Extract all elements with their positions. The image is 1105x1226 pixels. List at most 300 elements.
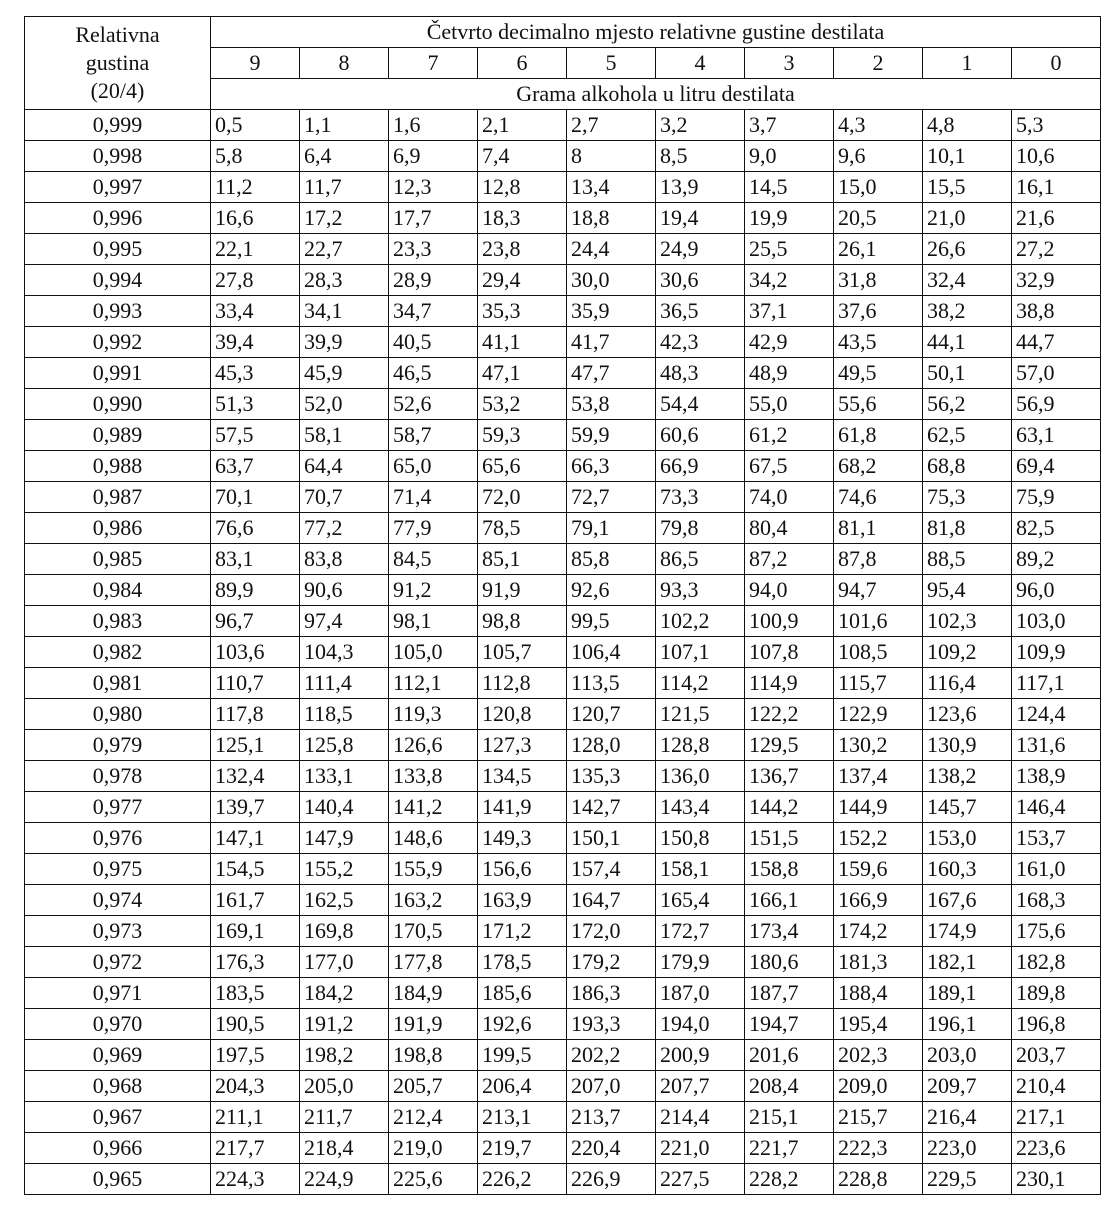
value-cell: 1,6 (389, 110, 478, 141)
value-cell: 56,9 (1012, 389, 1101, 420)
value-cell: 209,7 (923, 1071, 1012, 1102)
value-cell: 7,4 (478, 141, 567, 172)
digit-header: 0 (1012, 48, 1101, 79)
value-cell: 180,6 (745, 947, 834, 978)
value-cell: 32,4 (923, 265, 1012, 296)
value-cell: 3,7 (745, 110, 834, 141)
value-cell: 114,9 (745, 668, 834, 699)
value-cell: 11,2 (211, 172, 300, 203)
value-cell: 42,9 (745, 327, 834, 358)
value-cell: 182,1 (923, 947, 1012, 978)
value-cell: 157,4 (567, 854, 656, 885)
value-cell: 198,8 (389, 1040, 478, 1071)
value-cell: 38,2 (923, 296, 1012, 327)
value-cell: 30,0 (567, 265, 656, 296)
density-cell: 0,977 (25, 792, 211, 823)
value-cell: 189,8 (1012, 978, 1101, 1009)
value-cell: 217,7 (211, 1133, 300, 1164)
value-cell: 124,4 (1012, 699, 1101, 730)
value-cell: 66,3 (567, 451, 656, 482)
table-row (25, 327, 1101, 358)
value-cell: 213,1 (478, 1102, 567, 1133)
digit-header: 8 (300, 48, 389, 79)
value-cell: 73,3 (656, 482, 745, 513)
value-cell: 174,9 (923, 916, 1012, 947)
value-cell: 127,3 (478, 730, 567, 761)
table-row (25, 234, 1101, 265)
value-cell: 109,2 (923, 637, 1012, 668)
value-cell: 196,8 (1012, 1009, 1101, 1040)
value-cell: 204,3 (211, 1071, 300, 1102)
density-cell: 0,971 (25, 978, 211, 1009)
value-cell: 142,7 (567, 792, 656, 823)
value-cell: 8,5 (656, 141, 745, 172)
table-row (25, 1133, 1101, 1164)
value-cell: 131,6 (1012, 730, 1101, 761)
value-cell: 205,7 (389, 1071, 478, 1102)
density-header-line: Relativna (75, 22, 160, 47)
value-cell: 179,2 (567, 947, 656, 978)
table-row (25, 978, 1101, 1009)
value-cell: 114,2 (656, 668, 745, 699)
value-cell: 121,5 (656, 699, 745, 730)
value-cell: 42,3 (656, 327, 745, 358)
value-cell: 60,6 (656, 420, 745, 451)
value-cell: 138,9 (1012, 761, 1101, 792)
value-cell: 52,0 (300, 389, 389, 420)
density-cell: 0,982 (25, 637, 211, 668)
value-cell: 213,7 (567, 1102, 656, 1133)
value-cell: 23,8 (478, 234, 567, 265)
density-cell: 0,991 (25, 358, 211, 389)
value-cell: 53,2 (478, 389, 567, 420)
value-cell: 26,1 (834, 234, 923, 265)
value-cell: 224,9 (300, 1164, 389, 1195)
value-cell: 188,4 (834, 978, 923, 1009)
value-cell: 55,0 (745, 389, 834, 420)
value-cell: 126,6 (389, 730, 478, 761)
value-cell: 147,1 (211, 823, 300, 854)
value-cell: 16,6 (211, 203, 300, 234)
value-cell: 146,4 (1012, 792, 1101, 823)
value-cell: 17,2 (300, 203, 389, 234)
density-cell: 0,989 (25, 420, 211, 451)
table-row (25, 916, 1101, 947)
value-cell: 55,6 (834, 389, 923, 420)
value-cell: 63,7 (211, 451, 300, 482)
value-cell: 101,6 (834, 606, 923, 637)
value-cell: 216,4 (923, 1102, 1012, 1133)
value-cell: 53,8 (567, 389, 656, 420)
value-cell: 161,7 (211, 885, 300, 916)
value-cell: 151,5 (745, 823, 834, 854)
value-cell: 207,7 (656, 1071, 745, 1102)
table-row (25, 513, 1101, 544)
value-cell: 32,9 (1012, 265, 1101, 296)
value-cell: 81,1 (834, 513, 923, 544)
value-cell: 37,1 (745, 296, 834, 327)
value-cell: 128,0 (567, 730, 656, 761)
digit-header: 4 (656, 48, 745, 79)
table-row (25, 1040, 1101, 1071)
value-cell: 26,6 (923, 234, 1012, 265)
density-cell: 0,992 (25, 327, 211, 358)
value-cell: 228,2 (745, 1164, 834, 1195)
density-cell: 0,995 (25, 234, 211, 265)
density-cell: 0,979 (25, 730, 211, 761)
value-cell: 58,7 (389, 420, 478, 451)
value-cell: 19,9 (745, 203, 834, 234)
value-cell: 182,8 (1012, 947, 1101, 978)
value-cell: 102,3 (923, 606, 1012, 637)
value-cell: 129,5 (745, 730, 834, 761)
value-cell: 165,4 (656, 885, 745, 916)
value-cell: 158,8 (745, 854, 834, 885)
table-row (25, 637, 1101, 668)
table-row (25, 730, 1101, 761)
value-cell: 122,2 (745, 699, 834, 730)
value-cell: 92,6 (567, 575, 656, 606)
value-cell: 105,0 (389, 637, 478, 668)
value-cell: 10,6 (1012, 141, 1101, 172)
value-cell: 109,9 (1012, 637, 1101, 668)
value-cell: 117,1 (1012, 668, 1101, 699)
value-cell: 163,2 (389, 885, 478, 916)
value-cell: 120,7 (567, 699, 656, 730)
unit-header: Grama alkohola u litru destilata (211, 79, 1101, 110)
value-cell: 197,5 (211, 1040, 300, 1071)
table-body (25, 110, 1101, 1195)
value-cell: 192,6 (478, 1009, 567, 1040)
value-cell: 203,0 (923, 1040, 1012, 1071)
value-cell: 9,6 (834, 141, 923, 172)
value-cell: 96,7 (211, 606, 300, 637)
value-cell: 81,8 (923, 513, 1012, 544)
table-row (25, 482, 1101, 513)
value-cell: 87,2 (745, 544, 834, 575)
value-cell: 36,5 (656, 296, 745, 327)
value-cell: 226,2 (478, 1164, 567, 1195)
value-cell: 25,5 (745, 234, 834, 265)
digit-header: 9 (211, 48, 300, 79)
value-cell: 5,8 (211, 141, 300, 172)
value-cell: 24,4 (567, 234, 656, 265)
value-cell: 4,3 (834, 110, 923, 141)
table-row (25, 699, 1101, 730)
value-cell: 76,6 (211, 513, 300, 544)
density-cell: 0,978 (25, 761, 211, 792)
value-cell: 160,3 (923, 854, 1012, 885)
density-cell: 0,993 (25, 296, 211, 327)
value-cell: 24,9 (656, 234, 745, 265)
value-cell: 71,4 (389, 482, 478, 513)
value-cell: 199,5 (478, 1040, 567, 1071)
value-cell: 150,8 (656, 823, 745, 854)
value-cell: 83,8 (300, 544, 389, 575)
value-cell: 153,0 (923, 823, 1012, 854)
value-cell: 118,5 (300, 699, 389, 730)
value-cell: 106,4 (567, 637, 656, 668)
value-cell: 87,8 (834, 544, 923, 575)
value-cell: 89,2 (1012, 544, 1101, 575)
value-cell: 1,1 (300, 110, 389, 141)
density-cell: 0,996 (25, 203, 211, 234)
value-cell: 30,6 (656, 265, 745, 296)
digit-header: 1 (923, 48, 1012, 79)
value-cell: 39,4 (211, 327, 300, 358)
value-cell: 15,5 (923, 172, 1012, 203)
value-cell: 62,5 (923, 420, 1012, 451)
value-cell: 49,5 (834, 358, 923, 389)
value-cell: 27,2 (1012, 234, 1101, 265)
value-cell: 45,9 (300, 358, 389, 389)
value-cell: 135,3 (567, 761, 656, 792)
value-cell: 120,8 (478, 699, 567, 730)
density-cell: 0,976 (25, 823, 211, 854)
value-cell: 86,5 (656, 544, 745, 575)
value-cell: 89,9 (211, 575, 300, 606)
digit-header: 5 (567, 48, 656, 79)
value-cell: 47,7 (567, 358, 656, 389)
value-cell: 50,1 (923, 358, 1012, 389)
value-cell: 99,5 (567, 606, 656, 637)
density-cell: 0,970 (25, 1009, 211, 1040)
value-cell: 228,8 (834, 1164, 923, 1195)
density-cell: 0,988 (25, 451, 211, 482)
value-cell: 10,1 (923, 141, 1012, 172)
table-row (25, 172, 1101, 203)
value-cell: 144,9 (834, 792, 923, 823)
value-cell: 57,5 (211, 420, 300, 451)
value-cell: 194,0 (656, 1009, 745, 1040)
value-cell: 166,1 (745, 885, 834, 916)
value-cell: 16,1 (1012, 172, 1101, 203)
table-row (25, 265, 1101, 296)
value-cell: 5,3 (1012, 110, 1101, 141)
value-cell: 11,7 (300, 172, 389, 203)
value-cell: 91,9 (478, 575, 567, 606)
digit-header: 7 (389, 48, 478, 79)
density-cell: 0,985 (25, 544, 211, 575)
density-cell: 0,983 (25, 606, 211, 637)
value-cell: 119,3 (389, 699, 478, 730)
value-cell: 189,1 (923, 978, 1012, 1009)
value-cell: 202,3 (834, 1040, 923, 1071)
density-cell: 0,980 (25, 699, 211, 730)
value-cell: 177,8 (389, 947, 478, 978)
value-cell: 68,2 (834, 451, 923, 482)
value-cell: 22,7 (300, 234, 389, 265)
value-cell: 217,1 (1012, 1102, 1101, 1133)
value-cell: 144,2 (745, 792, 834, 823)
value-cell: 44,1 (923, 327, 1012, 358)
value-cell: 125,1 (211, 730, 300, 761)
value-cell: 37,6 (834, 296, 923, 327)
value-cell: 85,1 (478, 544, 567, 575)
value-cell: 40,5 (389, 327, 478, 358)
value-cell: 2,7 (567, 110, 656, 141)
value-cell: 23,3 (389, 234, 478, 265)
value-cell: 79,8 (656, 513, 745, 544)
density-cell: 0,965 (25, 1164, 211, 1195)
value-cell: 133,1 (300, 761, 389, 792)
value-cell: 162,5 (300, 885, 389, 916)
value-cell: 44,7 (1012, 327, 1101, 358)
value-cell: 72,0 (478, 482, 567, 513)
value-cell: 48,3 (656, 358, 745, 389)
value-cell: 156,6 (478, 854, 567, 885)
value-cell: 229,5 (923, 1164, 1012, 1195)
value-cell: 100,9 (745, 606, 834, 637)
value-cell: 70,1 (211, 482, 300, 513)
value-cell: 51,3 (211, 389, 300, 420)
value-cell: 117,8 (211, 699, 300, 730)
value-cell: 56,2 (923, 389, 1012, 420)
value-cell: 19,4 (656, 203, 745, 234)
density-cell: 0,974 (25, 885, 211, 916)
table-row (25, 668, 1101, 699)
density-cell: 0,966 (25, 1133, 211, 1164)
value-cell: 8 (567, 141, 656, 172)
table-row (25, 947, 1101, 978)
value-cell: 66,9 (656, 451, 745, 482)
value-cell: 140,4 (300, 792, 389, 823)
value-cell: 61,8 (834, 420, 923, 451)
value-cell: 134,5 (478, 761, 567, 792)
value-cell: 21,0 (923, 203, 1012, 234)
value-cell: 224,3 (211, 1164, 300, 1195)
value-cell: 107,8 (745, 637, 834, 668)
value-cell: 74,0 (745, 482, 834, 513)
value-cell: 98,1 (389, 606, 478, 637)
density-cell: 0,994 (25, 265, 211, 296)
value-cell: 84,5 (389, 544, 478, 575)
value-cell: 198,2 (300, 1040, 389, 1071)
value-cell: 211,1 (211, 1102, 300, 1133)
value-cell: 61,2 (745, 420, 834, 451)
value-cell: 174,2 (834, 916, 923, 947)
value-cell: 175,6 (1012, 916, 1101, 947)
alcohol-density-table (24, 16, 1101, 1195)
value-cell: 147,9 (300, 823, 389, 854)
value-cell: 130,2 (834, 730, 923, 761)
value-cell: 169,8 (300, 916, 389, 947)
value-cell: 172,0 (567, 916, 656, 947)
value-cell: 68,8 (923, 451, 1012, 482)
table-row (25, 389, 1101, 420)
value-cell: 230,1 (1012, 1164, 1101, 1195)
value-cell: 65,6 (478, 451, 567, 482)
value-cell: 77,2 (300, 513, 389, 544)
value-cell: 112,8 (478, 668, 567, 699)
value-cell: 218,4 (300, 1133, 389, 1164)
value-cell: 123,6 (923, 699, 1012, 730)
table-row (25, 141, 1101, 172)
density-cell: 0,975 (25, 854, 211, 885)
density-cell: 0,997 (25, 172, 211, 203)
density-cell: 0,998 (25, 141, 211, 172)
value-cell: 128,8 (656, 730, 745, 761)
value-cell: 103,0 (1012, 606, 1101, 637)
value-cell: 227,5 (656, 1164, 745, 1195)
density-cell: 0,973 (25, 916, 211, 947)
value-cell: 133,8 (389, 761, 478, 792)
value-cell: 159,6 (834, 854, 923, 885)
digit-header: 6 (478, 48, 567, 79)
value-cell: 34,2 (745, 265, 834, 296)
value-cell: 183,5 (211, 978, 300, 1009)
value-cell: 57,0 (1012, 358, 1101, 389)
value-cell: 31,8 (834, 265, 923, 296)
value-cell: 20,5 (834, 203, 923, 234)
density-cell: 0,986 (25, 513, 211, 544)
value-cell: 155,9 (389, 854, 478, 885)
value-cell: 132,4 (211, 761, 300, 792)
value-cell: 115,7 (834, 668, 923, 699)
value-cell: 116,4 (923, 668, 1012, 699)
value-cell: 150,1 (567, 823, 656, 854)
table-row (25, 1009, 1101, 1040)
value-cell: 181,3 (834, 947, 923, 978)
value-cell: 80,4 (745, 513, 834, 544)
value-cell: 75,9 (1012, 482, 1101, 513)
digit-header: 2 (834, 48, 923, 79)
value-cell: 78,5 (478, 513, 567, 544)
value-cell: 91,2 (389, 575, 478, 606)
value-cell: 195,4 (834, 1009, 923, 1040)
table-row (25, 854, 1101, 885)
value-cell: 148,6 (389, 823, 478, 854)
value-cell: 210,4 (1012, 1071, 1101, 1102)
value-cell: 164,7 (567, 885, 656, 916)
value-cell: 88,5 (923, 544, 1012, 575)
value-cell: 35,9 (567, 296, 656, 327)
value-cell: 152,2 (834, 823, 923, 854)
value-cell: 13,4 (567, 172, 656, 203)
value-cell: 58,1 (300, 420, 389, 451)
value-cell: 207,0 (567, 1071, 656, 1102)
value-cell: 41,7 (567, 327, 656, 358)
value-cell: 138,2 (923, 761, 1012, 792)
value-cell: 154,5 (211, 854, 300, 885)
value-cell: 193,3 (567, 1009, 656, 1040)
table-row (25, 203, 1101, 234)
density-cell: 0,987 (25, 482, 211, 513)
table-row (25, 761, 1101, 792)
value-cell: 22,1 (211, 234, 300, 265)
value-cell: 153,7 (1012, 823, 1101, 854)
value-cell: 12,3 (389, 172, 478, 203)
digit-header: 3 (745, 48, 834, 79)
value-cell: 65,0 (389, 451, 478, 482)
value-cell: 64,4 (300, 451, 389, 482)
density-header-line: gustina (85, 50, 150, 75)
value-cell: 171,2 (478, 916, 567, 947)
value-cell: 177,0 (300, 947, 389, 978)
value-cell: 54,4 (656, 389, 745, 420)
value-cell: 96,0 (1012, 575, 1101, 606)
value-cell: 212,4 (389, 1102, 478, 1133)
value-cell: 104,3 (300, 637, 389, 668)
value-cell: 95,4 (923, 575, 1012, 606)
value-cell: 94,7 (834, 575, 923, 606)
value-cell: 223,6 (1012, 1133, 1101, 1164)
value-cell: 6,9 (389, 141, 478, 172)
value-cell: 178,5 (478, 947, 567, 978)
value-cell: 125,8 (300, 730, 389, 761)
value-cell: 172,7 (656, 916, 745, 947)
value-cell: 112,1 (389, 668, 478, 699)
